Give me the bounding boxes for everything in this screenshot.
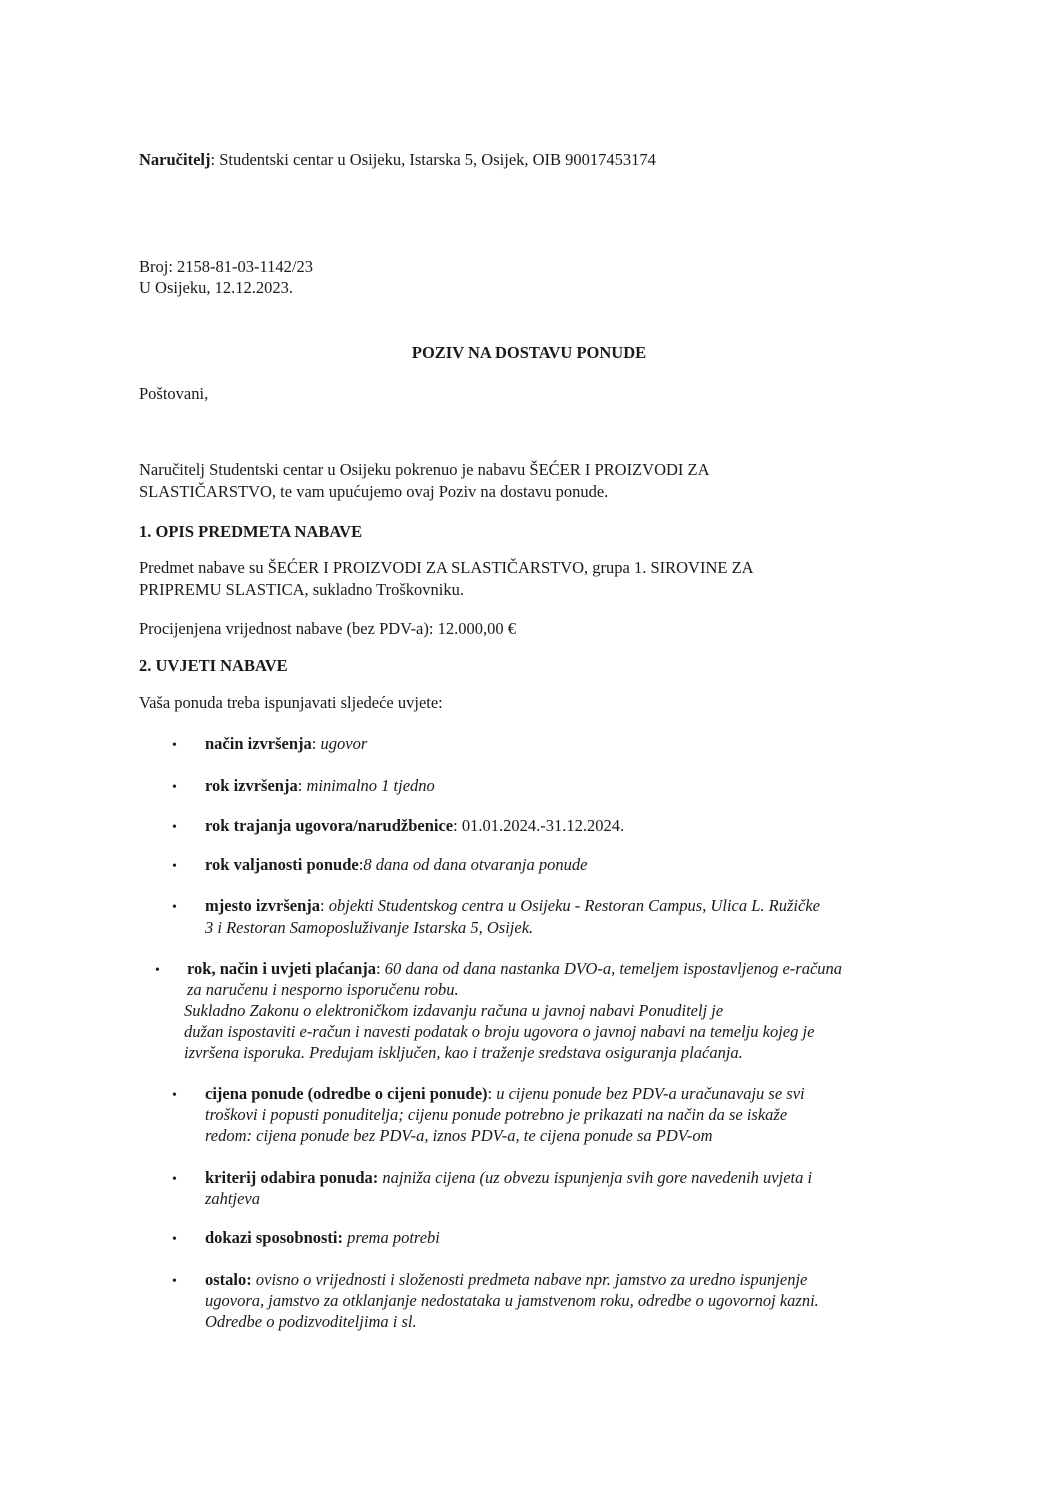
section-1-heading: 1. OPIS PREDMETA NABAVE [139,522,363,541]
bullet-icon: • [172,859,177,874]
bullet-icon: • [172,820,177,835]
list-item [205,733,367,754]
item-label: način izvršenja [205,734,312,753]
item-value-cont: 3 i Restoran Samoposluživanje Istarska 5, Osijek. [205,918,534,937]
reference-number: Broj: 2158-81-03-1142/23 [139,257,313,276]
list-item [205,1083,805,1104]
greeting: Poštovani, [139,384,209,403]
bullet-icon: • [172,1172,177,1187]
section-1-line-1: Predmet nabave su ŠEĆER I PROIZVODI ZA SLASTIČARSTVO, grupa 1. SIROVINE ZA [139,558,754,577]
item-sep: : [376,959,385,978]
bullet-icon: • [172,900,177,915]
bullet-icon: • [172,1088,177,1103]
contracting-authority [139,149,656,170]
item-value: 60 dana od dana nastanka DVO-a, temeljem ispostavljenog e-računa [384,959,843,978]
list-item [205,1269,807,1290]
item-value-cont: Odredbe o podizvoditeljima i sl. [205,1312,417,1331]
item-value: ovisno o vrijednosti i složenosti predmeta nabave npr. jamstvo za uredno ispunjenje [255,1270,808,1289]
item-sep: : [320,896,329,915]
bullet-icon: • [172,738,177,753]
item-label: ostalo: [205,1270,252,1289]
item-label: dokazi sposobnosti: [205,1228,344,1247]
item-sep: : [311,734,321,753]
list-item [187,958,842,979]
item-label: rok izvršenja [205,776,298,795]
item-label: kriterij odabira ponuda: [205,1168,379,1187]
item-value: najniža cijena (uz obvezu ispunjenja svih gore navedenih uvjeta i [382,1168,813,1187]
list-item [205,775,435,796]
item-value-cont: redom: cijena ponude bez PDV-a, iznos PDV-a, te cijena ponude sa PDV-om [205,1126,713,1145]
place-date: U Osijeku, 12.12.2023. [139,278,293,297]
item-value-cont: zahtjeva [205,1189,260,1208]
item-value-cont: troškovi i popusti ponuditelja; cijenu ponude potrebno je prikazati na način da se iskaže [205,1105,788,1124]
intro-line-1: Naručitelj Studentski centar u Osijeku pokrenuo je nabavu ŠEĆER I PROIZVODI ZA [139,460,710,479]
item-sep: : [358,855,364,874]
section-2-intro: Vaša ponuda treba ispunjavati sljedeće uvjete: [139,693,443,712]
item-value: minimalno 1 tjedno [306,776,435,795]
contracting-authority-text: : Studentski centar u Osijeku, Istarska 5, Osijek, OIB 90017453174 [210,150,656,169]
item-value: prema potrebi [347,1228,440,1247]
item-label: cijena ponude (odredbe o cijeni ponude) [205,1084,488,1103]
item-sep: : [453,816,462,835]
item-value: ugovor [320,734,368,753]
list-item [205,854,587,875]
item-value: 8 dana od dana otvaranja ponude [363,855,588,874]
item-value: 01.01.2024.-31.12.2024. [461,816,625,835]
item-label: rok, način i uvjeti plaćanja [187,959,377,978]
list-item [205,1167,812,1188]
bullet-icon: • [172,1232,177,1247]
document-title: POZIV NA DOSTAVU PONUDE [411,343,647,362]
bullet-icon: • [155,963,160,978]
estimated-value: Procijenjena vrijednost nabave (bez PDV-a): 12.000,00 € [139,619,516,638]
item-value-cont: Sukladno Zakonu o elektroničkom izdavanju računa u javnoj nabavi Ponuditelj je [184,1001,724,1020]
item-value-cont: za naručenu i nesporno isporučenu robu. [187,980,459,999]
item-sep: : [487,1084,497,1103]
item-value: objekti Studentskog centra u Osijeku - Restoran Campus, Ulica L. Ružičke [328,896,820,915]
list-item [205,1227,440,1248]
item-label: rok valjanosti ponude [205,855,359,874]
list-item [205,895,820,916]
item-value-cont: ugovora, jamstvo za otklanjanje nedostataka u jamstvenom roku, odredbe o ugovornoj kazni. [205,1291,819,1310]
item-sep: : [297,776,307,795]
item-label: mjesto izvršenja [205,896,321,915]
list-item [205,815,624,836]
item-value-cont: izvršena isporuka. Predujam isključen, kao i traženje sredstava osiguranja plaćanja. [184,1043,743,1062]
item-value-cont: dužan ispostaviti e-račun i navesti podatak o broju ugovora o javnoj nabavi na temelju kojeg je [184,1022,815,1041]
section-2-heading: 2. UVJETI NABAVE [139,656,288,675]
item-label: rok trajanja ugovora/narudžbenice [205,816,454,835]
contracting-authority-label: Naručitelj [139,150,211,169]
bullet-icon: • [172,780,177,795]
bullet-icon: • [172,1274,177,1289]
item-value: u cijenu ponude bez PDV-a uračunavaju se svi [496,1084,805,1103]
intro-line-2: SLASTIČARSTVO, te vam upućujemo ovaj Poziv na dostavu ponude. [139,482,609,501]
section-1-line-2: PRIPREMU SLASTICA, sukladno Troškovniku. [139,580,465,599]
